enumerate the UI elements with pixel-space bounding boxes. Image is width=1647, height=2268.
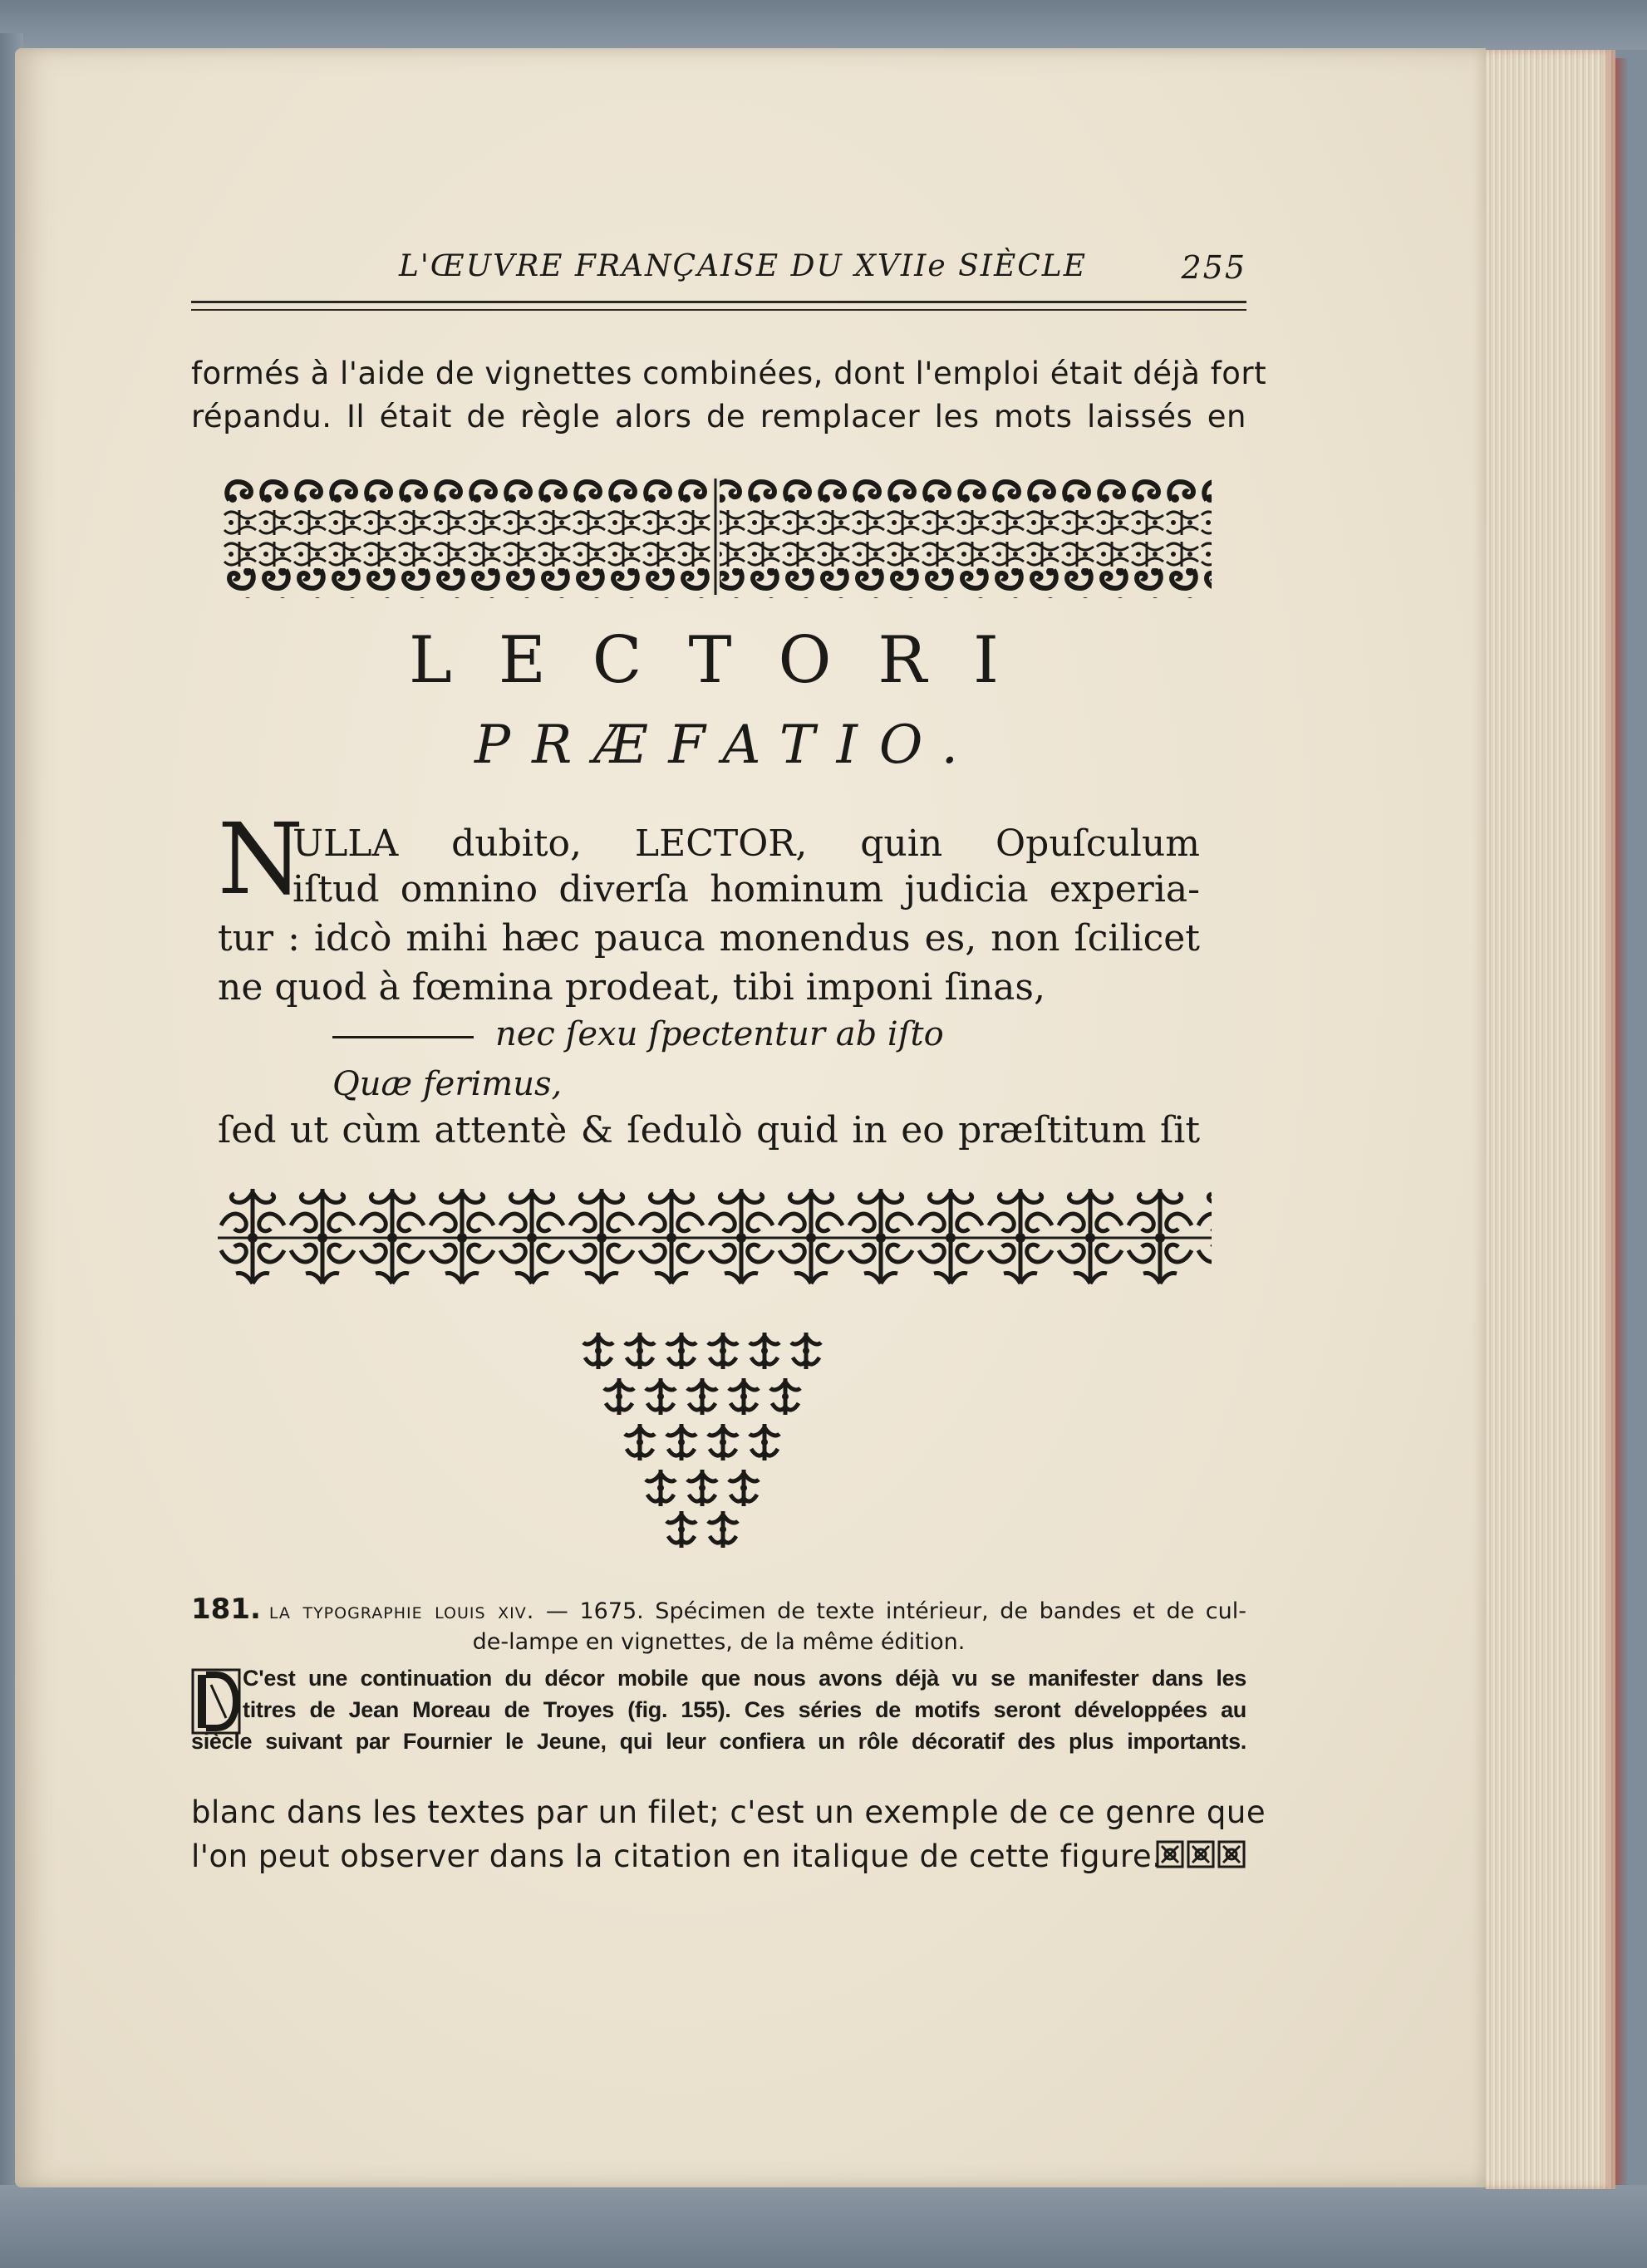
figure-caption bbox=[191, 1591, 1246, 1657]
caption-text: — 1675. Spécimen de texte intérieur, de bandes et de cul- bbox=[545, 1598, 1246, 1624]
specimen-line: ne quod à fœmina prodeat, tibi imponi ſinas, bbox=[218, 966, 1045, 1009]
quote-text: nec ſexu ſpectentur ab iſto bbox=[495, 1015, 944, 1053]
body-line: l'on peut observer dans la citation en italique de cette figure. bbox=[191, 1838, 1163, 1874]
specimen-heading: LECTORI bbox=[409, 623, 1045, 698]
body-line: répandu. Il était de règle alors de remplacer les mots laissés en bbox=[191, 399, 1246, 434]
specimen-quote-line bbox=[332, 1015, 944, 1053]
ornamental-initial-d bbox=[191, 1668, 241, 1735]
specimen-subheading: PRÆFATIO. bbox=[474, 714, 980, 776]
drop-cap: N bbox=[218, 802, 304, 916]
specimen-line: ULLA dubito, LECTOR, quin Opuſculum bbox=[293, 822, 1200, 865]
end-ornaments bbox=[1155, 1838, 1246, 1871]
caption-label: la typographie louis xiv. bbox=[268, 1598, 535, 1624]
vignette-band-2 bbox=[218, 1184, 1212, 1292]
specimen-quote-line: Quæ ferimus, bbox=[332, 1065, 563, 1103]
filet-rule bbox=[332, 1036, 474, 1038]
running-title: L'ŒUVRE FRANÇAISE DU XVIIe SIÈCLE bbox=[399, 249, 1087, 283]
cul-de-lampe-ornament bbox=[573, 1321, 839, 1570]
page-number: 255 bbox=[1181, 249, 1246, 286]
note-line: C'est une continuation du décor mobile que nous avons déjà vu se manifester dans les bbox=[243, 1666, 1246, 1691]
header-rule-thick bbox=[191, 301, 1246, 303]
note-line: siècle suivant par Fournier le Jeune, qui leur confiera un rôle décoratif des plus importants. bbox=[191, 1729, 1246, 1754]
book-cover-bottom bbox=[0, 2185, 1647, 2268]
page-edges-rim bbox=[1615, 58, 1627, 2185]
running-head bbox=[191, 249, 1246, 299]
caption-line-1 bbox=[191, 1591, 1246, 1627]
page-edges bbox=[1486, 50, 1615, 2189]
body-line: blanc dans les textes par un filet; c'est un exemple de ce genre que bbox=[191, 1794, 1266, 1830]
caption-line-2: de-lampe en vignettes, de la même édition. bbox=[472, 1629, 966, 1656]
vignette-band-1 bbox=[223, 475, 1212, 598]
body-line: formés à l'aide de vignettes combinées, dont l'emploi était déjà fort bbox=[191, 356, 1267, 391]
specimen-line: ſed ut cùm attentè & ſedulò quid in eo præſtitum ſit bbox=[218, 1109, 1200, 1151]
book-cover-top bbox=[0, 0, 1647, 50]
header-rule-thin bbox=[191, 309, 1246, 311]
specimen-line: tur : idcò mihi hæc pauca monendus es, non ſcilicet bbox=[218, 917, 1200, 960]
specimen-line: iſtud omnino diverſa hominum judicia experia- bbox=[293, 868, 1200, 911]
note-line: titres de Jean Moreau de Troyes (fig. 155). Ces séries de motifs seront développées au bbox=[243, 1697, 1246, 1722]
figure-number: 181. bbox=[191, 1593, 261, 1626]
